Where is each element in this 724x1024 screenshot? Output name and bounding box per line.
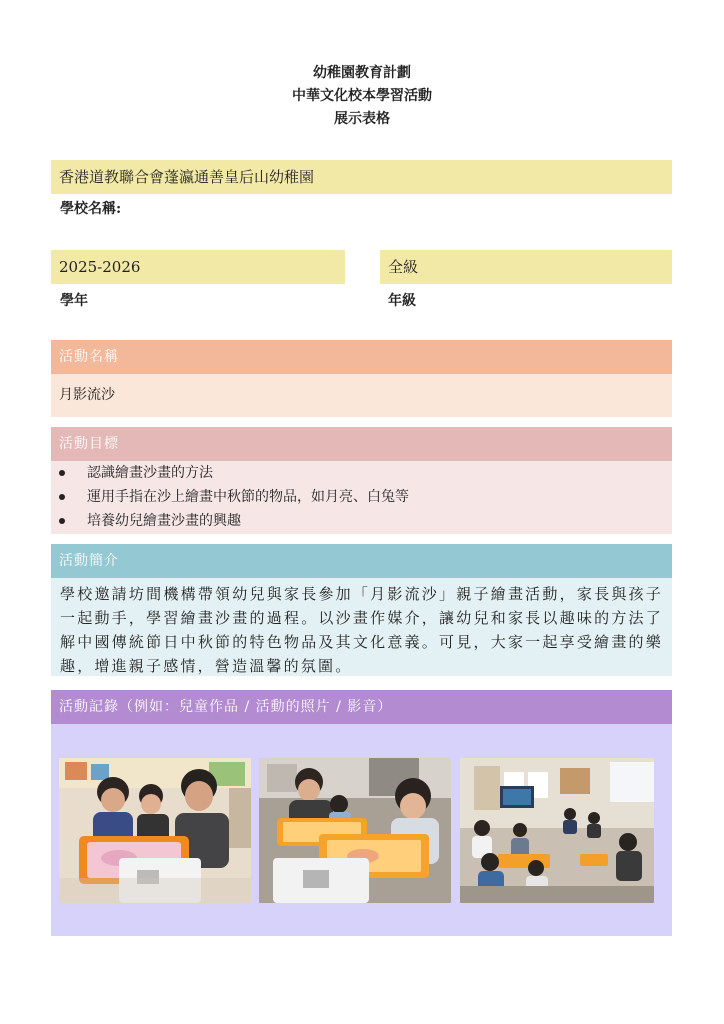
activity-intro-body — [51, 578, 672, 676]
school-year-label: 學年 — [60, 293, 88, 309]
activity-name-heading: 活動名稱 — [51, 340, 672, 374]
activity-intro-text: 學校邀請坊間機構帶領幼兒與家長參加「月影流沙」親子繪畫活動，家長與孩子一起動手，學習繪畫沙畫的過程。以沙畫作媒介，讓幼兒和家長以趣味的方法了解中國傳統節日中秋節的特色物品及其文化意義。可見，大家一起享受繪畫的樂趣，增進親子感情，營造溫馨的氛圍。 — [60, 585, 663, 675]
title-line-1: 幼稚園教育計劃 — [313, 65, 411, 81]
title-line-2: 中華文化校本學習活動 — [292, 88, 432, 104]
grade-field: 全級 — [380, 250, 672, 284]
school-name-field: 香港道教聯合會蓬瀛通善皇后山幼稚園 — [51, 160, 672, 194]
school-name-label: 學校名稱: — [60, 201, 122, 217]
activity-photo-3 — [460, 758, 654, 903]
activity-record-body — [51, 724, 672, 936]
activity-intro-heading: 活動簡介 — [51, 544, 672, 578]
goal-item: 培養幼兒繪畫沙畫的興趣 — [51, 509, 672, 533]
grade-label: 年級 — [388, 293, 416, 309]
school-year-field: 2025-2026 — [51, 250, 345, 284]
activity-photo-1 — [59, 758, 251, 903]
title-line-3: 展示表格 — [334, 111, 390, 127]
activity-goals-list — [51, 461, 672, 534]
activity-photo-2 — [259, 758, 451, 903]
activity-record-heading: 活動記錄（例如：兒童作品 / 活動的照片 / 影音） — [51, 690, 672, 724]
goal-item: 認識繪畫沙畫的方法 — [51, 461, 672, 485]
activity-name-value: 月影流沙 — [51, 374, 672, 417]
goal-item: 運用手指在沙上繪畫中秋節的物品，如月亮、白兔等 — [51, 485, 672, 509]
document-title — [0, 62, 724, 131]
activity-goals-heading: 活動目標 — [51, 427, 672, 461]
